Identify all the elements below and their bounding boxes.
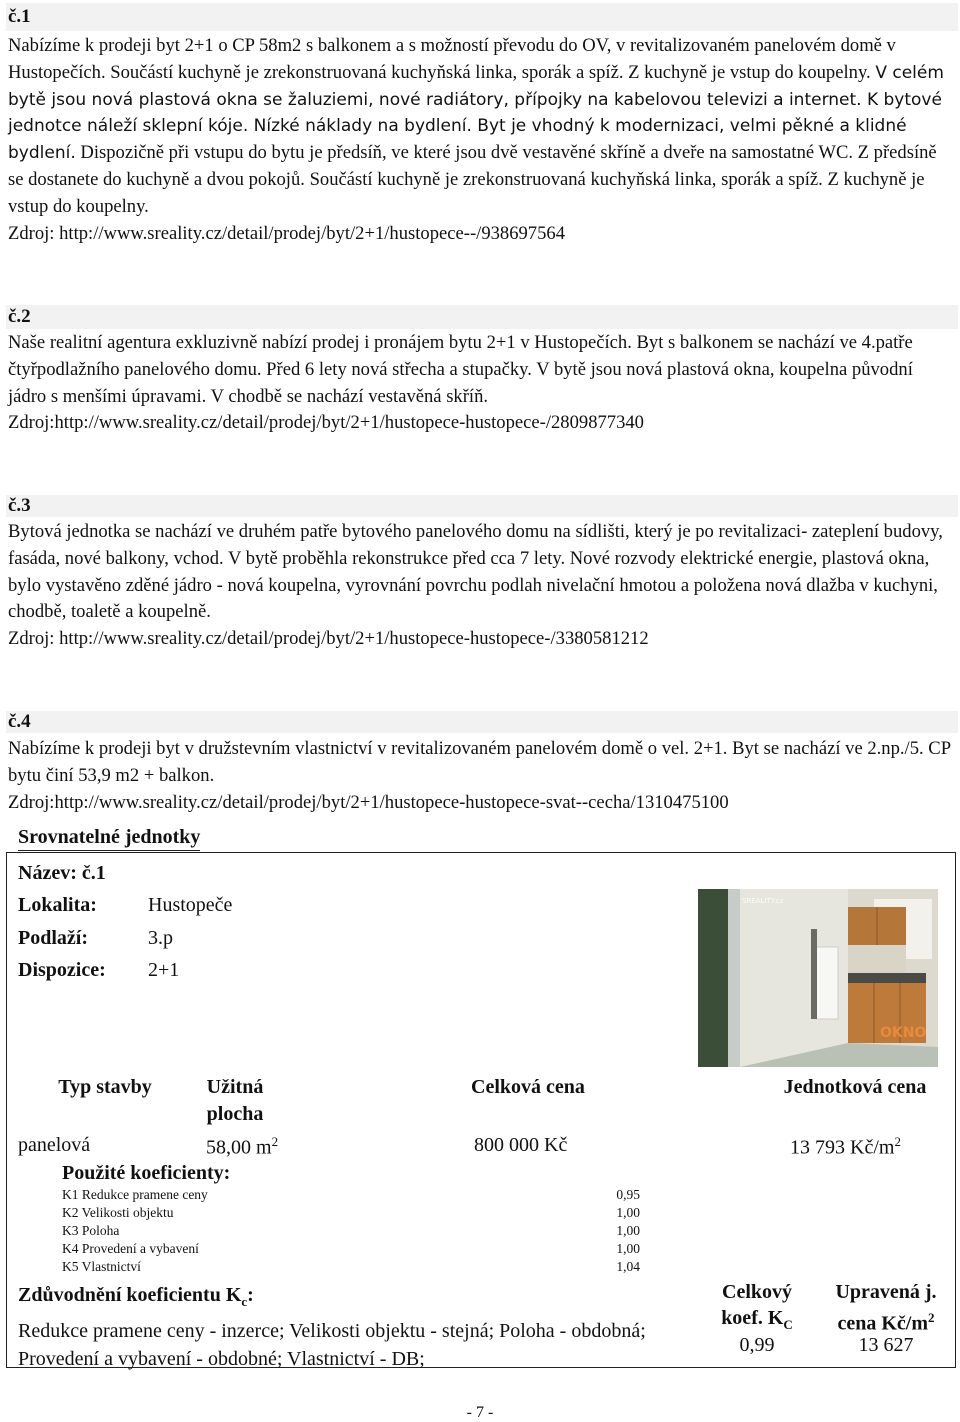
coefficients-title: Použité koeficienty: <box>62 1162 231 1184</box>
summary-price-header-sup: 2 <box>928 1310 935 1325</box>
summary-coef-value: 0,99 <box>739 1334 775 1356</box>
summary-coef-header <box>702 1279 812 1338</box>
listing-2-body <box>8 330 952 437</box>
listing-4-body <box>8 736 952 816</box>
col-header-jednotkova-cena: Jednotková cena <box>783 1076 927 1098</box>
justification-title: Zdůvodnění koeficientu $K_c$: <box>18 1284 254 1309</box>
summary-coef-header-sub: C <box>783 1317 793 1332</box>
listing-2-heading: č.2 <box>8 306 31 327</box>
justification-title-sub: c <box>241 1294 248 1309</box>
justification-text: Redukce pramene ceny - inzerce; Velikosti objektu - stejná; Poloha - obdobná; Provedení a vybavení - obdobné; Vlastnictví - DB; <box>18 1320 646 1370</box>
listing-1-source: Zdroj: http://www.sreality.cz/detail/prodej/byt/2+1/hustopece--/938697564 <box>8 222 565 244</box>
col-header-uzitna-plocha: Užitná plocha <box>206 1076 264 1125</box>
field-dispozice <box>18 959 180 982</box>
comparable-section-title: Srovnatelné jednotky <box>18 826 200 851</box>
cell-jednotkova-cena <box>790 1134 901 1160</box>
listing-1-body <box>8 33 952 247</box>
cell-jednotkova-cena-value: 13 793 Kč/m <box>790 1136 895 1159</box>
listing-1-bar <box>6 3 958 31</box>
comparable-name-label: Název: č.1 <box>18 862 106 884</box>
listing-2-bar <box>6 305 958 329</box>
coef-label: K5 Vlastnictví <box>62 1259 141 1274</box>
apartment-photo <box>698 889 938 1067</box>
cell-typ-stavby: panelová <box>18 1134 91 1156</box>
field-lokalita-value: Hustopeče <box>148 894 233 916</box>
field-podlazi-key: Podlaží: <box>18 927 88 949</box>
coef-row <box>62 1222 640 1240</box>
photo-logo: OKNO <box>880 1025 927 1041</box>
field-lokalita-key: Lokalita: <box>18 894 97 916</box>
listing-4-heading: č.4 <box>8 711 31 732</box>
listing-3-source: Zdroj: http://www.sreality.cz/detail/prodej/byt/2+1/hustopece-hustopece-/3380581212 <box>8 628 649 650</box>
coef-value: 1,00 <box>616 1241 640 1256</box>
summary-price-header <box>818 1279 954 1337</box>
coef-value: 1,00 <box>616 1205 640 1220</box>
col-header-celkova-cena: Celková cena <box>471 1076 585 1098</box>
listing-4-bar <box>6 711 958 733</box>
listing-1-body-part2: V celém bytě jsou nová plastová okna se žaluziemi, nové radiátory, přípojky na kabelovou televizi a internet. K bytové jednotce náleží sklepní kóje. Nízké náklady na bydlení. Byt je vhodný k modernizaci, velmi pěkné a klidné bydlení. <box>8 62 944 164</box>
listing-3-body-text: Bytová jednotka se nachází ve druhém patře bytového panelového domu na sídlišti, který je po revitalizaci- zateplení budovy, fasáda, nové balkony, vchod. V bytě proběhla rekonstrukce před cca 7 lety. Nové rozvody elektrické energie, plastová okna, bylo vystavěno zděné jádro - nová koupelna, vyrovnání povrchu podlah nivelační hmotou a položena nová dlažba v kuchyni, chodbě, toaletě a koupelně. <box>8 521 943 623</box>
justification-title-text: Zdůvodnění koeficientu K <box>18 1284 242 1306</box>
summary-coef-header-line2: koef. K <box>721 1307 784 1329</box>
coef-row <box>62 1186 640 1204</box>
coef-value: 0,95 <box>616 1187 640 1202</box>
coef-label: K4 Provedení a vybavení <box>62 1241 199 1256</box>
cell-uzitna-plocha-sup: 2 <box>271 1134 279 1149</box>
listing-1-body-part3: Dispozičně při vstupu do bytu je předsíň, ve které jsou dvě vestavěné skříně a dveře na samostatné WC. Z předsíně se dostanete do kuchyně a dvou pokojů. Součástí kuchyně je zrekonstruovaná kuchyňská linka, sporák a spíž. Z kuchyně je vstup do koupelny. <box>8 142 937 217</box>
listing-1-body-part1: Nabízíme k prodeji byt 2+1 o CP 58m2 s balkonem a s možností převodu do OV, v revitalizovaném panelovém domě v Hustopečích. Součástí kuchyně je zrekonstruovaná kuchyňská linka, sporák a spíž. Z kuchyně je vstup do koupelny. <box>8 35 896 83</box>
coef-value: 1,00 <box>616 1223 640 1238</box>
cell-uzitna-plocha <box>206 1134 278 1160</box>
listing-2-body-text: Naše realitní agentura exkluzivně nabízí prodej i pronájem bytu 2+1 v Hustopečích. Byt s balkonem se nachází ve 4.patře čtyřpodlažního panelového domu. Před 6 lety nová střecha a stupačky. V bytě jsou nová plastová okna, koupelna původní jádro s menšími úpravami. V chodbě se nachází vestavěná skříň. <box>8 332 913 407</box>
coef-value: 1,04 <box>616 1259 640 1274</box>
listing-4-body-text: Nabízíme k prodeji byt v družstevním vlastnictví v revitalizovaném panelovém domě o vel. 2+1. Byt se nachází ve 2.np./5. CP bytu činí 53,9 m2 + balkon. <box>8 738 951 786</box>
coef-label: K2 Velikosti objektu <box>62 1205 174 1220</box>
summary-price-value: 13 627 <box>858 1334 914 1356</box>
page-number: - 7 - <box>466 1404 494 1421</box>
field-podlazi <box>18 927 173 950</box>
coef-label: K1 Redukce pramene ceny <box>62 1187 208 1202</box>
field-lokalita <box>18 894 233 917</box>
photo-watermark: SREALITY.cz <box>742 897 784 905</box>
coef-row <box>62 1240 640 1258</box>
field-podlazi-value: 3.p <box>148 927 173 949</box>
col-header-typ-stavby: Typ stavby <box>58 1076 152 1098</box>
field-dispozice-key: Dispozice: <box>18 959 106 981</box>
cell-celkova-cena: 800 000 Kč <box>474 1134 568 1156</box>
comparable-name <box>18 862 106 885</box>
listing-3-bar <box>6 495 958 517</box>
field-dispozice-value: 2+1 <box>148 959 180 981</box>
listing-3-heading: č.3 <box>8 495 31 516</box>
listing-2-source: Zdroj:http://www.sreality.cz/detail/prodej/byt/2+1/hustopece-hustopece-/2809877340 <box>8 412 644 434</box>
listing-4-source: Zdroj:http://www.sreality.cz/detail/prodej/byt/2+1/hustopece-hustopece-svat--cecha/1310475100 <box>8 791 729 813</box>
summary-coef-header-line1: Celkový <box>722 1281 792 1303</box>
coef-row <box>62 1258 640 1276</box>
listing-1-heading: č.1 <box>8 6 31 27</box>
listing-3-body <box>8 519 952 653</box>
coef-row <box>62 1204 640 1222</box>
summary-price-header-line1: Upravená j. <box>835 1281 937 1303</box>
summary-price-header-line2: cena Kč/m <box>837 1312 929 1335</box>
cell-uzitna-plocha-value: 58,00 m <box>206 1136 272 1159</box>
cell-jednotkova-cena-sup: 2 <box>894 1134 901 1149</box>
coef-label: K3 Poloha <box>62 1223 120 1238</box>
